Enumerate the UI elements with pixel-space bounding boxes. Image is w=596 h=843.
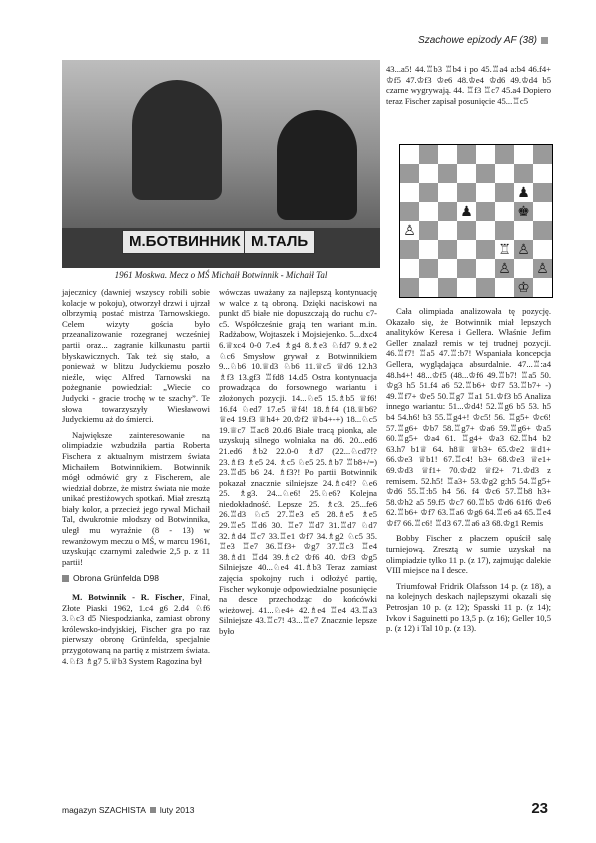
chess-piece: ♙ bbox=[403, 222, 416, 239]
board-square bbox=[476, 259, 495, 278]
paragraph: Największe zainteresowanie na olimpiadzie wzbudziła partia Roberta Fischera z aktualnym mistrzem świata Michaiłem Botwinnikiem. Botwinnik mógł odmówić gry z Fischerem, ale wiedział dobrze, że mistrz świata nie może unikać prestiżowych spotkań. Miał zresztą biały kolor, a przecież jego rywal Michaił Tal, dwukrotnie młodszy od Botwinnika, uległ mu wyraźnie (8 - 13) w rewanżowym meczu o MŚ, w marcu 1961, uzyskując czarnymi zaledwie 2,5 p. z 11 partii! bbox=[62, 429, 210, 567]
board-square bbox=[400, 164, 419, 183]
board-square bbox=[533, 278, 552, 297]
board-square bbox=[419, 164, 438, 183]
board-square bbox=[514, 240, 533, 259]
square-icon bbox=[150, 807, 156, 813]
name-plaque-left: М.БОТВИННИК bbox=[122, 230, 248, 254]
opening-heading bbox=[62, 573, 210, 584]
photo-caption: 1961 Moskwa. Mecz o MŚ Michaił Botwinnik - Michaił Tal bbox=[114, 270, 328, 280]
board-square bbox=[457, 145, 476, 164]
footer-left bbox=[62, 805, 194, 815]
board-square bbox=[533, 164, 552, 183]
board-square bbox=[495, 278, 514, 297]
board-square bbox=[457, 240, 476, 259]
column-3-top bbox=[386, 64, 551, 111]
board-square bbox=[514, 259, 533, 278]
chess-piece: ♙ bbox=[517, 241, 530, 258]
chess-diagram bbox=[399, 144, 553, 298]
board-square bbox=[400, 183, 419, 202]
board-square bbox=[495, 164, 514, 183]
board-square bbox=[438, 259, 457, 278]
board-square bbox=[476, 145, 495, 164]
board-square bbox=[457, 259, 476, 278]
chess-piece: ♟ bbox=[517, 184, 530, 201]
paragraph: 43...a5! 44.♖b3 ♖b4 i po 45.♖a4 a:b4 46.f4+ ♔f5 47.♔f3 ♔e6 48.♔e4 ♔d6 49.♔d4 b5 czarne wygrywają. 44. ♖f3 ♖c7 45.a4 Dopiero teraz Fischer zapisał posunięcie 45...♖c5 bbox=[386, 64, 551, 106]
board-square bbox=[476, 164, 495, 183]
board-square bbox=[400, 259, 419, 278]
chess-piece: ♙ bbox=[498, 260, 511, 277]
game-title: M. Botwinnik - R. Fischer bbox=[72, 592, 183, 603]
board-square bbox=[400, 240, 419, 259]
board-square bbox=[419, 240, 438, 259]
name-plaque-right: М.ТАЛЬ bbox=[244, 230, 315, 254]
board-square bbox=[400, 278, 419, 297]
column-1 bbox=[62, 287, 210, 671]
board-square bbox=[533, 202, 552, 221]
board-square bbox=[400, 145, 419, 164]
board-square bbox=[476, 221, 495, 240]
game-paragraph bbox=[62, 592, 210, 666]
board-square bbox=[457, 164, 476, 183]
board-square bbox=[457, 278, 476, 297]
board-square bbox=[514, 164, 533, 183]
board-square bbox=[476, 202, 495, 221]
paragraph: Cała olimpiada analizowała tę pozycję. Okazało się, że Botwinnik miał lepszych analityków Keresa i Gellera. Właśnie Jefim Geller znalazł remis w tej trudnej pozycji. 46.♖f7! ♖a5 47.♖:b7! Wspaniała koncepcja Gellera, wyglądająca absurdalnie. 47...♖:a4 48.h4+! 48...♔f5 (48...♔f6 49.♖b7! ♖a5 50. ♔g3 h5 51.f4 a6 52.♖b6+ ♔f7 53.♖b7+ -) 49.♖f7+ ♔e5 50.♖g7 ♖a1 51.♔f3 b5 Analiza innego wariantu: 51...♔d4! 52.♖g6 b5 53. h5 b4 54.h6! b3 55.♖g4+! ♔c5! 56. ♖g5+ ♔c6! 57.♖g6+ ♔b7 58.♖g7+ ♔a6 59.♖g6+ ♔a5 60.♖g5+ ♔a4 61. ♖g4+ ♔a3 62.♖h4 b2 63.h7 b1♕ 64. h8♕ ♕b3+ 65.♔e2 ♕d1+ 66.♔e3 ♕b1! 67.♖c4! b3+ 68.♔e3 ♕e1+ 69.♔d3 ♕f1+ 70.♔d2 ♕f2+ 71.♔d3 z remisem. 52.h5! ♖a3+ 53.♔g2 g:h5 54.♖g5+ ♔d6 55.♖:b5 h4 56. f4 ♔c6 57.♖b8 h3+ 58.♔h2 a5 59.f5 ♔c7 60.♖b5 ♔d6 61f6 ♔e6 62.♖b6+ ♔f7 63.♖a6 ♔g6 64.♖e6 a4 65.♖e4 ♔f7 66.♖c6! ♖d3 67.♖a6 a3 68.♔g1 Remis bbox=[386, 306, 551, 528]
board-square bbox=[419, 221, 438, 240]
page-number: 23 bbox=[531, 800, 548, 817]
photo-botwinnik-tal bbox=[62, 60, 380, 268]
board-square bbox=[476, 278, 495, 297]
board-square bbox=[419, 145, 438, 164]
board-square bbox=[438, 183, 457, 202]
board-square bbox=[514, 221, 533, 240]
board-square bbox=[457, 202, 476, 221]
board-square bbox=[400, 221, 419, 240]
paragraph: Bobby Fischer z płaczem opuścił salę turniejową. Zresztą w sumie uzyskał na olimpiadzie tylko 11 p. (z 17), zajmując dalekie VIII miejsce na I desce. bbox=[386, 533, 551, 576]
board-square bbox=[495, 221, 514, 240]
board-square bbox=[514, 278, 533, 297]
board-square bbox=[495, 145, 514, 164]
paragraph: Triumfował Fridrik Olafsson 14 p. (z 18), a na kolejnych deskach najlepszymi okazali się Petrosjan 10 p. (z 12); Spasski 11 p. (z 14); Ivkov i Saguinetti po 13,5 p. (z 16); Geller 10,5 p. (z 12) i Tal 10 p. (z 13). bbox=[386, 580, 551, 634]
chess-piece: ♖ bbox=[498, 241, 511, 258]
paragraph: wówczas uważany za najlepszą kontynuację w walce z tą obroną. Dzięki naciskowi na punkt d5 białe nie dopuszczają do ruchu c7-c5. Współcześnie grają ten wariant m.in. Radżabow, Wojtaszek i Mojsiejenko. 5...dxc4 6.♕xc4 0-0 7.e4 ♗g4 8.♗e3 ♘fd7 9.♗e2 ♘c6 Smysłow grywał z Botwinnikiem 9...♘b6 10.♕d3 ♘b6 11.♕c5 ♕d6 12.h3 ♗f3 13.gf3 ♖fd8 14.d5 Ostra kontynuacja prowadząca do forsownego wariantu i złożonych pozycji. 14...♘e5 15.♗b5 ♕f6! 16.f4 ♘ed7 17.e5 ♕f4! 18.♗f4 (18.♕b6? ♕e4 19.f3 ♕h4+ 20.♔f2 ♕b4+-+) 18...♘c5 19.♕c7 ♖ac8 20.d6 Białe tracą pionka, ale uzyskują silnego wolniaka na d6. 20...ed6 21.ed6 ♗b2 22.0-0 ♗d7 (22...♘cd7!? 23.♗f3 ♗e5 24. ♗c5 ♘e5 25.♗b7 ♖b8+/=) 23.♖d5 b6 24. ♗f3?! Po partii Botwinnik pokazał znacznie silniejsze 24.♗c4!? ♘e6 25. ♗g3. 24...♘e6! 25.♘e6? Kolejna niedokładność. Lepsze 25. ♗c3. 25...fe6 26.♖d3 ♘c5 27.♖e3 e5 28.♗e5 ♗e5 29.♖e5 ♖d6 30. ♖e7 ♖d7 31.♖d7 ♘d7 32.♗d4 ♖c7 33.♖e1 ♔f7 34.♗g2 ♘c5 35. ♖e3 ♖e7 36.♖f3+ ♔g7 37.♖c3 ♖e4 38.♗d1 ♖d4 39.♗c2 ♔f6 40. ♔f3 ♔g5 Silniejsze 40...♘e4 41.♗b3 Teraz zamiast zajęcia spokojny ruch i odłożyć partię, Fischer wykonuje odpowiedzialne posunięcie na desce przechodząc do końcówki wieżowej. 41...♘e4+ 42.♗e4 ♖e4 43.♖a3 Silniejsze 43.♖c7! 43...♖e7 Znacznie lepsze było bbox=[219, 287, 377, 636]
board-square bbox=[438, 240, 457, 259]
board-square bbox=[495, 259, 514, 278]
board-square bbox=[438, 278, 457, 297]
chess-piece: ♚ bbox=[517, 203, 530, 220]
board-square bbox=[495, 202, 514, 221]
column-3 bbox=[386, 306, 551, 639]
column-2 bbox=[219, 287, 377, 642]
board-square bbox=[419, 183, 438, 202]
board-square bbox=[438, 221, 457, 240]
header-title: Szachowe epizody AF (38) bbox=[418, 35, 537, 46]
board-square bbox=[476, 183, 495, 202]
issue-date: luty 2013 bbox=[159, 805, 195, 815]
board-square bbox=[457, 183, 476, 202]
board-square bbox=[533, 183, 552, 202]
board-square bbox=[419, 278, 438, 297]
board-square bbox=[514, 202, 533, 221]
chess-piece: ♙ bbox=[536, 260, 549, 277]
board-square bbox=[400, 202, 419, 221]
chess-piece: ♔ bbox=[517, 279, 530, 296]
game-moves: , Finał, Złote Piaski 1962, 1.c4 g6 2.d4 ♘f6 3.♘c3 d5 Niespodzianka, zamiast obrony królewsko-indyjskiej, Fischer gra po raz pierwszy obronę Grünfelda, specjalnie przygotowaną na partię z mistrzem świata. 4.♘f3 ♗g7 5.♕b3 System Ragozina był bbox=[62, 592, 210, 666]
board-square bbox=[438, 164, 457, 183]
player-left-figure bbox=[132, 80, 222, 200]
page-footer bbox=[62, 800, 548, 817]
board-square bbox=[419, 202, 438, 221]
board-square bbox=[533, 240, 552, 259]
board-square bbox=[476, 240, 495, 259]
magazine-name: magazyn SZACHISTA bbox=[62, 805, 146, 815]
board-square bbox=[533, 221, 552, 240]
paragraph: jajecznicy (dawniej wszyscy robili sobie kolacje w pokoju), otworzył drzwi i ujrzał olbrzymią postać mistrza Tarnowskiego. Celem wizyty gościa było przeanalizowanie rozegranej wcześniej partii oraz... zagranie kilkunastu partii błyskawicznych. Tak też się stało, a ponieważ w blitzu Judyckiemu poszło nieźle, więc Alfred Tarnowski na pożegnanie powiedział: „Wiecie co Judycki - gracie trochę w te szachy”. Te słowa towarzyszyły Wiesławowi Judyckiemu aż do śmierci. bbox=[62, 287, 210, 425]
board-square bbox=[457, 221, 476, 240]
board-square bbox=[533, 145, 552, 164]
board-square bbox=[514, 183, 533, 202]
chess-piece: ♟ bbox=[460, 203, 473, 220]
player-right-figure bbox=[277, 110, 357, 220]
board-square bbox=[533, 259, 552, 278]
board-square bbox=[438, 145, 457, 164]
board-square bbox=[495, 240, 514, 259]
square-icon bbox=[541, 37, 548, 44]
board-square bbox=[495, 183, 514, 202]
board-square bbox=[514, 145, 533, 164]
board-square bbox=[419, 259, 438, 278]
square-icon bbox=[62, 575, 69, 582]
board-square bbox=[438, 202, 457, 221]
opening-name: Obrona Grünfelda D98 bbox=[73, 573, 159, 584]
page-header bbox=[418, 35, 548, 46]
